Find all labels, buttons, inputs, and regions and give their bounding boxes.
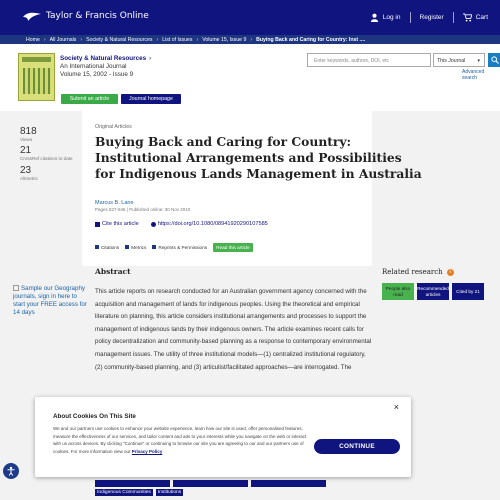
journal-volume: Volume 15, 2002 - Issue 9 [60,71,134,78]
keywords [95,489,183,496]
abstract-heading: Abstract [95,267,131,276]
reprints-icon [152,245,156,249]
cart-link[interactable]: Cart [475,14,488,21]
search-scope-select[interactable] [433,53,485,67]
ad-alt-text: Sample our Geography journals, sign in here to start your FREE access for 14 days [13,285,87,316]
chart-icon [125,245,129,249]
login-link[interactable]: Log in [382,14,401,21]
tab-recommended[interactable]: Recommended articles [417,283,449,300]
citations-icon [95,245,99,249]
publication-info: Pages 827-846 | Published online: 30 Nov 2010 [95,207,191,212]
divider [453,12,454,23]
journal-name[interactable]: Society & Natural Resources [60,55,147,62]
crumb-sep: › [156,36,159,43]
doi-link[interactable] [151,221,268,227]
advanced-search-link[interactable]: Advanced search [462,69,485,81]
article-actions [95,221,268,227]
crumb-current: Buying Back and Caring for Country: Inst .... [256,36,366,43]
ad-banner[interactable] [13,285,87,317]
article-type: Original Articles [95,124,132,130]
top-header [0,0,500,35]
search-input[interactable]: Enter keywords, authors, DOI, etc [307,53,431,67]
crumb-sep: › [43,36,46,43]
article-title: Buying Back and Caring for Country: Institutional Arrangements and Possibilities for Indigenous Lands Management in Australia [95,134,422,181]
related-title: Related research [382,268,443,276]
tab-cited-by[interactable]: Cited by 21 [452,283,484,300]
keyword-row [95,480,326,487]
abstract-text: This article reports on research conducted for an Australian government agency concerned with the acquisition and management of lands for indigenous peoples. Using the theoretical and empirical literature on planning, this article considers institutional arrangements and processes to support the management of indigenous lands by their indigenous owners. The article examines recent calls for policy decentralization and community-based planning as a response to contemporary environmental management issues. The utility of three institutional models—(1) centralized institutional regulatory, (2) community-based planning, and (3) articulist/facilitated approaches—are interrogated. The [95,288,372,371]
author-link[interactable]: Marcus B. Lane [95,200,134,206]
crumb-issues[interactable]: List of Issues [162,36,193,43]
journal-subtitle: An International Journal [60,63,127,70]
quote-icon [95,222,100,227]
breadcrumb [0,35,500,44]
brand-logo[interactable] [22,10,149,22]
chevron-right-icon: › [149,55,152,62]
logo-icon [22,10,42,22]
accessibility-icon [6,466,16,476]
brand-name: Taylor & Francis Online [46,11,149,21]
keyword-institutions[interactable]: Institutions [157,490,182,495]
cookie-body: We and our partners use cookies to enhance your website experience, learn how our site is used, offer personalised features, measure the effectiveness of our services, and tailor content and ads to your interests while you navigate on the web or interact with us across devices. By clicking "Continue" or continuing to browse our site you are agreeing to our and our partners use of cookies. For more information view our [53,426,307,454]
keyword-chip[interactable] [173,480,248,487]
keyword-indigenous[interactable]: Indigenous Communities [97,490,151,495]
cart-icon [463,13,472,22]
altmetric-label: Altmetric [20,175,38,181]
cover-art [23,68,51,94]
search-button[interactable] [488,53,500,67]
search-scope-value: This Journal [437,58,466,64]
cookie-heading: About Cookies On This Site [53,413,136,420]
cite-button[interactable] [95,221,139,227]
doi-label: https://doi.org/10.1080/08941920290107585 [157,221,268,227]
crossref-label: CrossRef citations to date [20,156,73,162]
tab-people-also-read[interactable]: People also read [382,283,414,300]
tab-reprints[interactable] [152,245,207,250]
crumb-home[interactable]: Home [26,36,40,43]
crumb-sep: › [250,36,253,43]
tab-read-article[interactable]: Read this article [213,243,253,252]
tab-label: Reprints & Permissions [158,245,208,250]
chevron-down-icon: ▾ [477,58,480,64]
privacy-policy-link[interactable]: Privacy Policy [131,448,163,454]
continue-button[interactable]: CONTINUE [314,439,400,454]
altmetric-count: 23 [20,164,32,176]
cookie-banner [35,397,411,477]
article-tabs [95,243,253,252]
crumb-sep: › [196,36,199,43]
close-icon[interactable]: × [393,402,399,412]
cover-band [22,57,51,62]
keyword-chip[interactable] [95,480,170,487]
crumb-volume[interactable]: Volume 15, Issue 9 [202,36,247,43]
tab-label: Citations [101,245,120,250]
cite-label: Cite this article [102,221,139,227]
article-metrics [20,126,75,184]
crumb-journal[interactable]: Society & Natural Resources [86,36,153,43]
broken-image-icon [13,285,19,291]
journal-info [60,55,151,79]
divider [410,12,411,23]
crumb-all-journals[interactable]: All Journals [49,36,77,43]
tab-citations[interactable] [95,245,119,250]
keyword-chip[interactable] [251,480,326,487]
link-icon [151,222,156,227]
user-icon [370,13,379,22]
submit-article-button[interactable]: Submit an article [61,94,118,104]
related-research-heading [382,268,454,276]
info-icon[interactable]: i [447,269,454,276]
register-link[interactable]: Register [419,14,444,21]
cookie-text [53,425,308,455]
views-label: Views [20,137,33,142]
journal-cover[interactable] [18,53,55,101]
crossref-count: 21 [20,145,32,157]
tab-label: Metrics [131,245,147,250]
crumb-sep: › [80,36,83,43]
accessibility-button[interactable] [3,463,19,479]
journal-homepage-button[interactable]: Journal homepage [121,94,181,104]
views-count: 818 [20,126,37,137]
related-tabs [382,283,484,300]
tab-metrics[interactable] [125,245,146,250]
search-icon [491,56,499,64]
